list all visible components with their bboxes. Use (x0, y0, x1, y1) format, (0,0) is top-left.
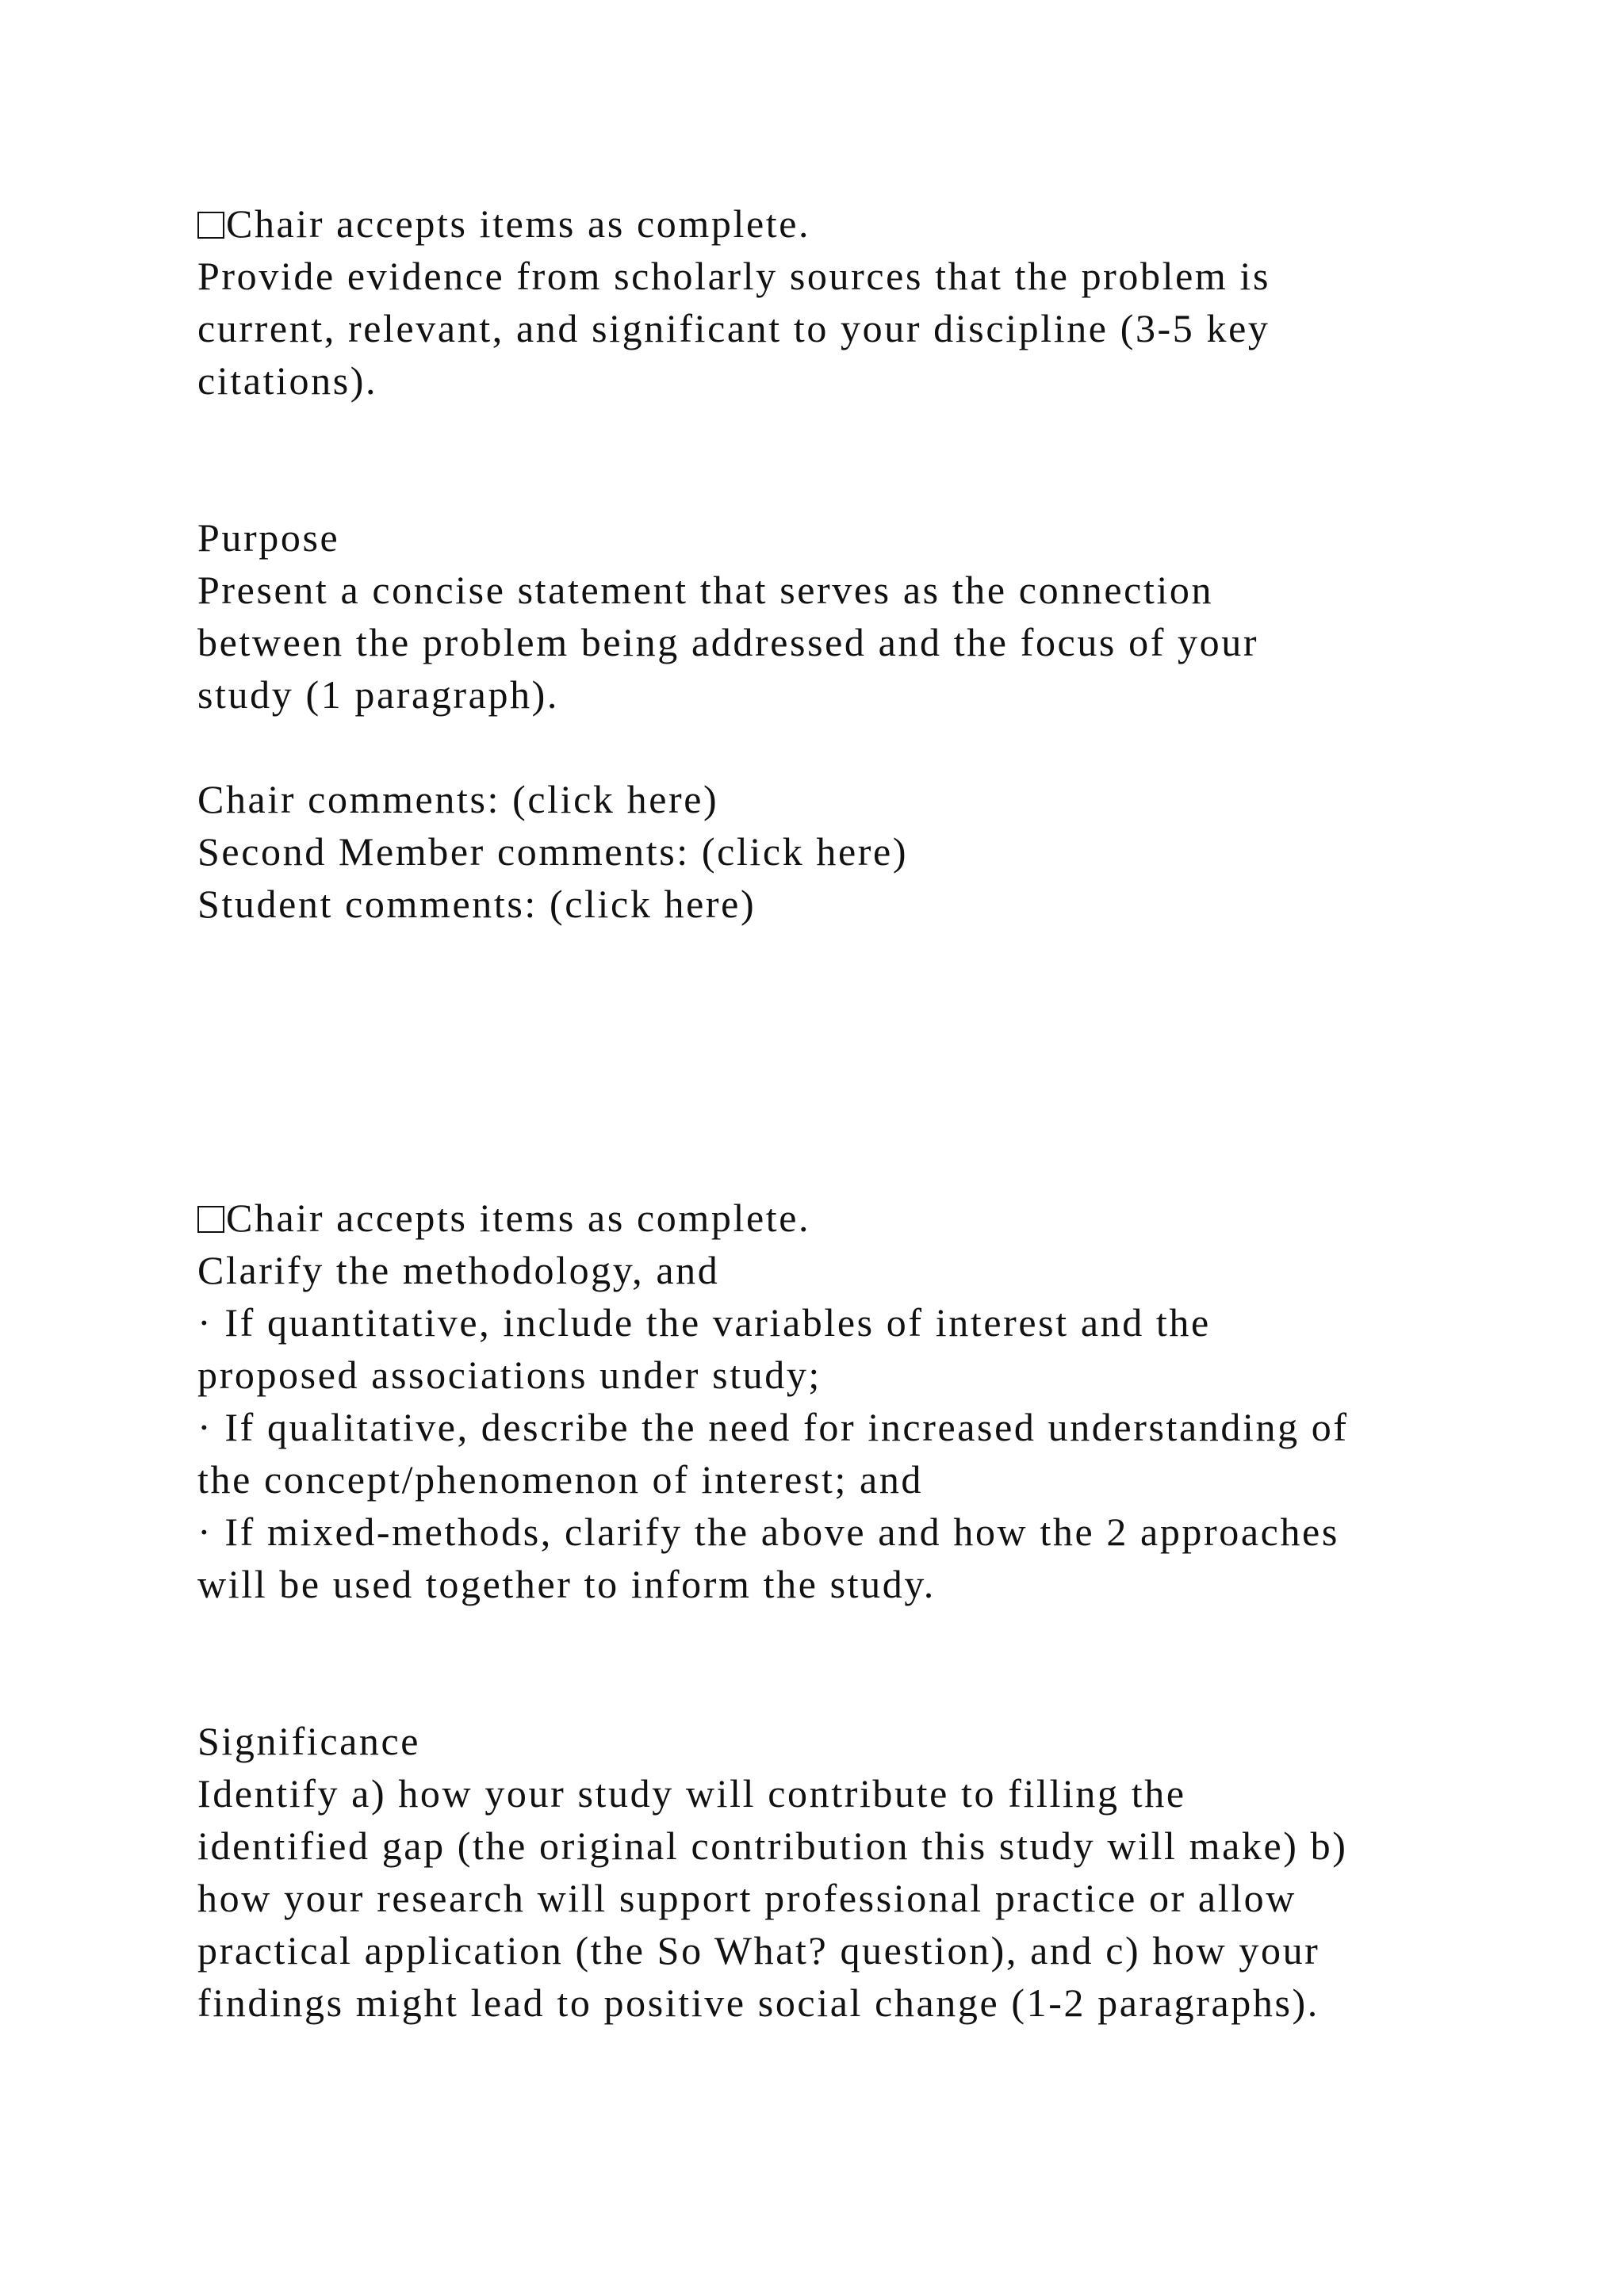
methodology-text-line: · If quantitative, include the variables of interest and the (197, 1300, 1211, 1345)
second-member-comments-label: Second Member comments: (197, 829, 702, 874)
significance-text-line: practical application (the So What? question), and c) how your (197, 1928, 1320, 1973)
methodology-text-line: · If qualitative, describe the need for increased understanding of (197, 1405, 1349, 1449)
student-comments-line (197, 878, 756, 930)
methodology-text-line: the concept/phenomenon of interest; and (197, 1457, 924, 1502)
significance-text-line: findings might lead to positive social change (1-2 paragraphs). (197, 1980, 1320, 2025)
methodology-text-line: Clarify the methodology, and (197, 1248, 720, 1292)
student-comments-link[interactable]: (click here) (550, 882, 756, 926)
significance-text-line: how your research will support professional practice or allow (197, 1876, 1297, 1920)
significance-text-line: Identify a) how your study will contribute to filling the (197, 1771, 1186, 1816)
methodology-text-line: proposed associations under study; (197, 1353, 822, 1397)
chair-comments-link[interactable]: (click here) (512, 777, 719, 821)
problem-text-line: citations). (197, 358, 378, 403)
chair-accept-checkbox[interactable] (197, 1206, 224, 1233)
second-member-comments-link[interactable]: (click here) (701, 829, 909, 874)
second-member-comments-line (197, 825, 908, 878)
methodology-text-line: will be used together to inform the study. (197, 1562, 936, 1606)
significance-text-line: identified gap (the original contribution this study will make) b) (197, 1823, 1348, 1868)
chair-comments-line (197, 773, 718, 825)
chair-accepts-text: Chair accepts items as complete. (226, 1196, 811, 1240)
chair-accepts-text: Chair accepts items as complete. (226, 201, 811, 246)
problem-text-line: current, relevant, and significant to your discipline (3-5 key (197, 306, 1270, 350)
problem-text-line: Provide evidence from scholarly sources that the problem is (197, 254, 1271, 298)
purpose-text-line: between the problem being addressed and the focus of your (197, 620, 1259, 664)
methodology-text-line: · If mixed-methods, clarify the above and how the 2 approaches (197, 1510, 1339, 1554)
chair-accepts-line (197, 197, 810, 250)
chair-comments-label: Chair comments: (197, 777, 513, 821)
student-comments-label: Student comments: (197, 882, 550, 926)
chair-accept-checkbox[interactable] (197, 212, 224, 239)
chair-accepts-line (197, 1192, 810, 1244)
purpose-text-line: Present a concise statement that serves as the connection (197, 568, 1214, 612)
purpose-text-line: study (1 paragraph). (197, 672, 560, 717)
significance-heading: Significance (197, 1719, 421, 1763)
purpose-heading: Purpose (197, 515, 340, 560)
